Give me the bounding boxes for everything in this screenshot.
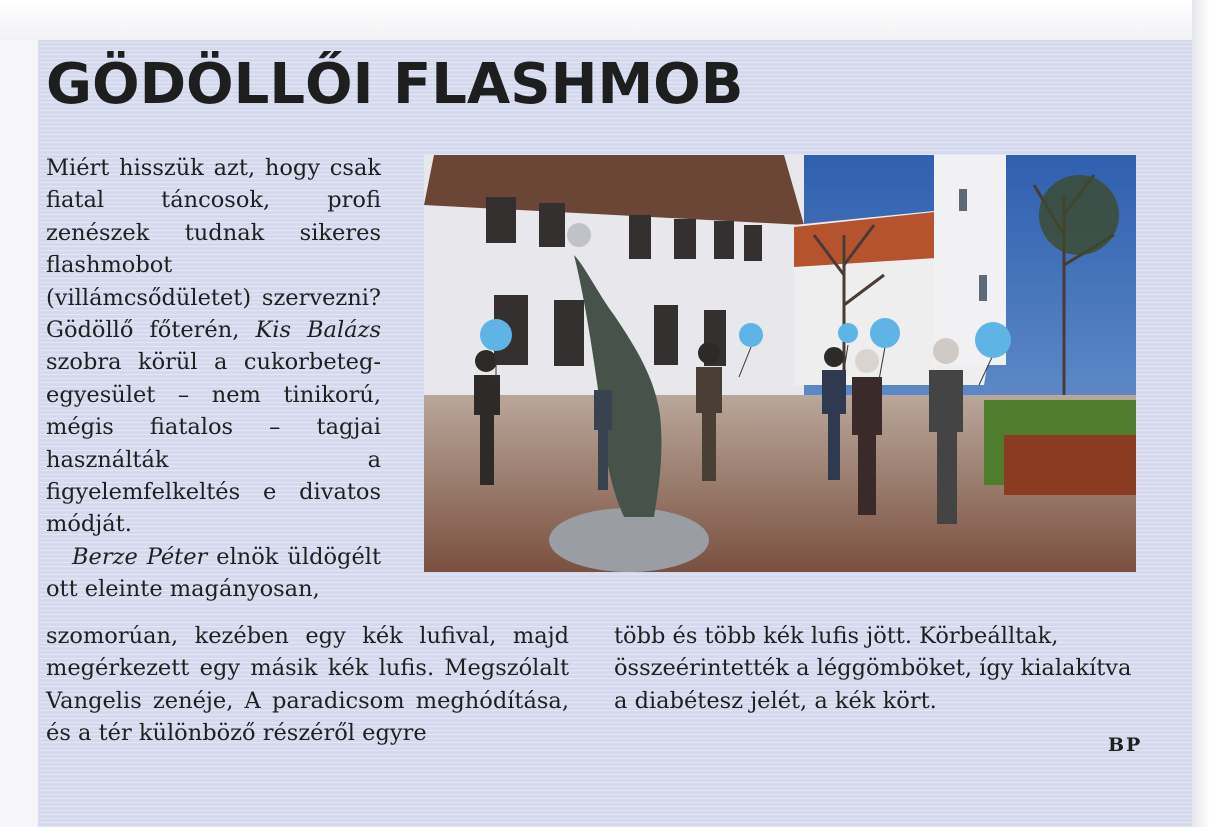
- paragraph-2-continued: szomorúan, kezében egy kék lufival, majd megérkezett egy másik kék lufis. Megszólalt Vangelis zenéje, A paradicsom meghódítása, és a tér különböző részéről egyre: [46, 623, 569, 747]
- page-spine-edge: [1192, 0, 1210, 827]
- article-photo: [424, 155, 1136, 572]
- article-body-bottom-right: [614, 620, 1142, 717]
- photo-flashmob-square: [424, 155, 1136, 572]
- paragraph-2-start: Berze Péter elnök üldögélt ott eleinte magányosan,: [46, 543, 381, 603]
- page-top-margin: [0, 0, 1210, 40]
- article-title: GÖDÖLLŐI FLASHMOB: [46, 52, 744, 117]
- article-body-left: [46, 152, 381, 606]
- name-berze-peter: Berze Péter: [72, 543, 208, 570]
- flowerbed: [1004, 435, 1136, 495]
- paragraph-1: Miért hisszük azt, hogy csak fiatal táncosok, profi zenészek tudnak sikeres flashmobot (villámcsődületet) szervezni? Gödöllő főterén, Kis Balázs szobra körül a cukorbeteg-egyesület – nem tinikorú, mégis fiatalos – tagjai használták a figyelemfelkeltés e divatos módját.: [46, 155, 381, 538]
- article-body-bottom-left: [46, 620, 569, 750]
- name-kis-balazs: Kis Balázs: [255, 317, 381, 344]
- author-signature: BP: [1108, 734, 1143, 756]
- paragraph-2-end: több és több kék lufis jött. Körbeálltak, összeérintették a léggömböket, így kialakítva a diabétesz jelét, a kék kört.: [614, 623, 1132, 714]
